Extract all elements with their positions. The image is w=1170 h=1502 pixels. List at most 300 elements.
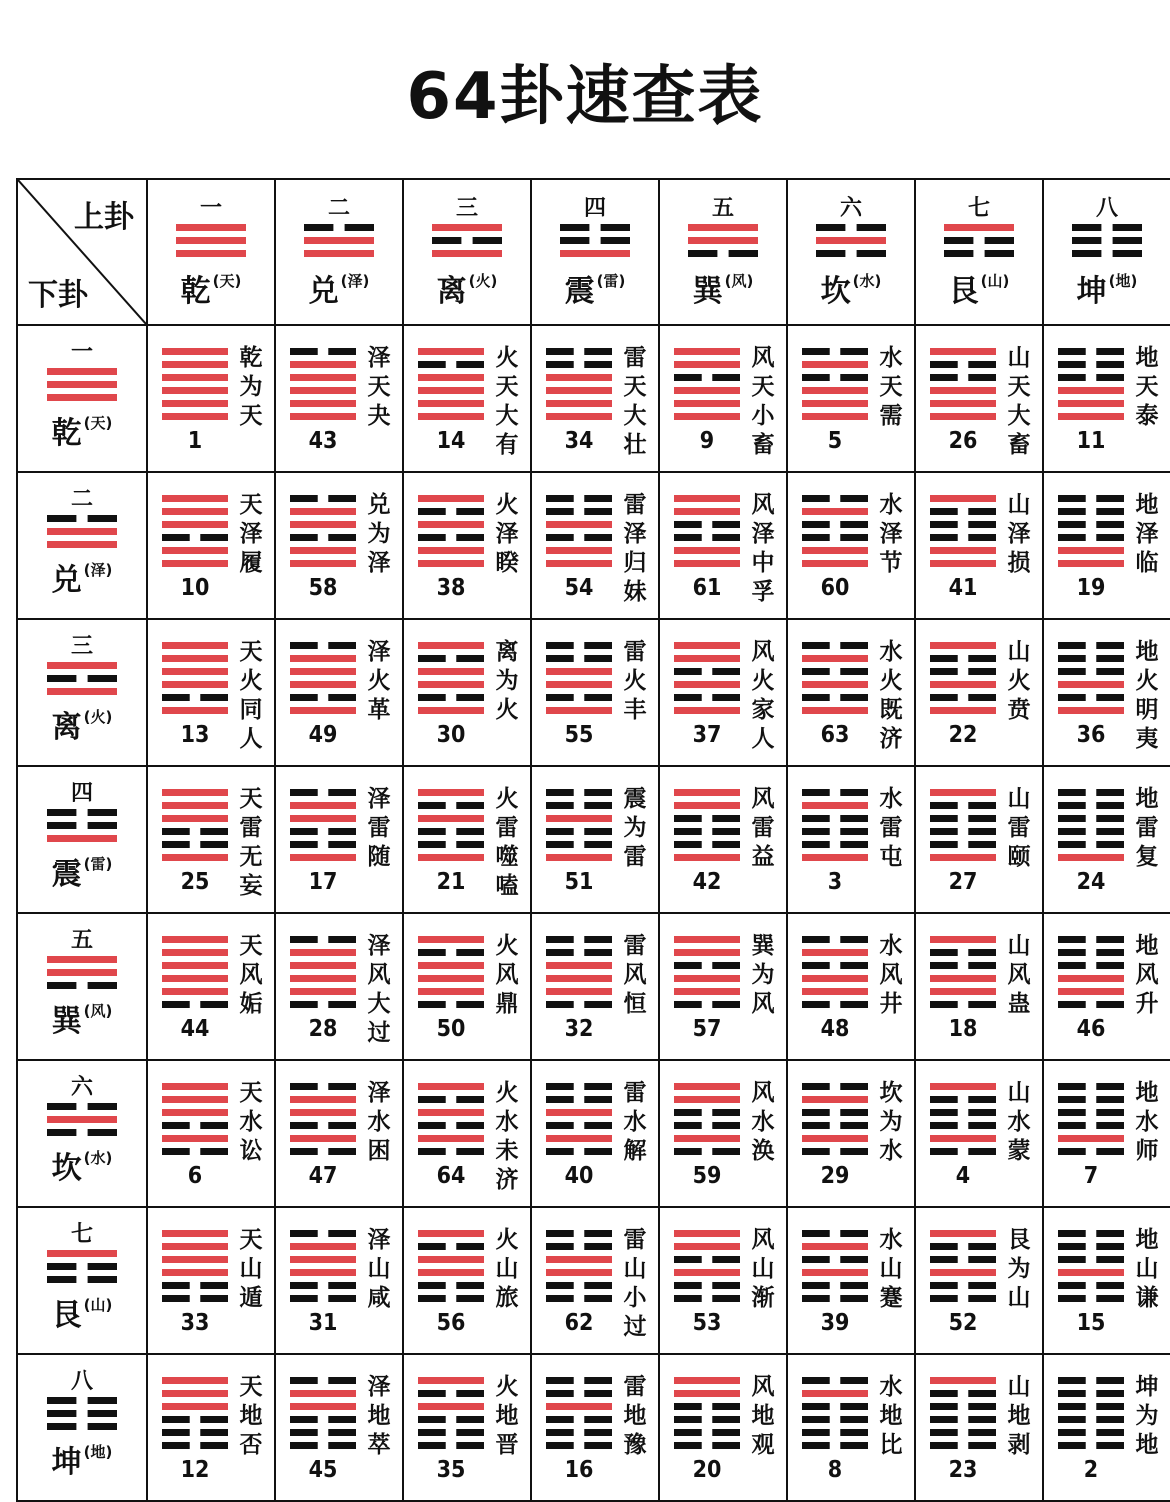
yin-line — [674, 815, 702, 822]
hexagram-symbol — [546, 936, 612, 1012]
hexagram-name: 地雷复 — [1135, 786, 1159, 870]
yin-line — [584, 1230, 612, 1237]
yang-line — [418, 854, 484, 861]
yin-line — [1058, 1256, 1086, 1263]
hexagram-symbol — [1058, 936, 1124, 1012]
hexagram-cell — [275, 766, 403, 913]
yang-line — [162, 1243, 228, 1250]
yin-line — [968, 1109, 996, 1116]
yin-line — [1096, 348, 1124, 355]
hexagram-name: 火地晋 — [495, 1374, 519, 1458]
hexagram-number: 13 — [180, 722, 210, 748]
hexagram-name: 泽雷随 — [367, 786, 391, 870]
hexagram-name: 泽山咸 — [367, 1227, 391, 1311]
upper-trigram-header — [659, 179, 787, 325]
hexagram-name: 风火家人 — [751, 639, 775, 752]
yin-line — [88, 1129, 117, 1136]
yang-line — [418, 707, 484, 714]
yang-line — [304, 237, 374, 244]
yin-line — [345, 224, 374, 231]
yin-line — [88, 515, 117, 522]
yin-line — [840, 1083, 868, 1090]
yin-line — [1058, 1429, 1086, 1436]
hexagram-name: 火天大有 — [495, 345, 519, 458]
hexagram-cell — [1043, 1354, 1170, 1501]
yang-line — [1058, 560, 1124, 567]
yin-line — [712, 1256, 740, 1263]
yin-line — [674, 1403, 702, 1410]
yang-line — [47, 969, 117, 976]
yang-line — [674, 400, 740, 407]
yin-line — [968, 655, 996, 662]
yin-line — [712, 1403, 740, 1410]
yin-line — [1058, 1390, 1086, 1397]
trigram-number: 六 — [839, 196, 862, 221]
yang-line — [802, 387, 868, 394]
yang-line — [290, 374, 356, 381]
yang-line — [290, 1243, 356, 1250]
yin-line — [674, 668, 702, 675]
yin-line — [456, 1148, 484, 1155]
yin-line — [418, 1096, 446, 1103]
yang-line — [674, 949, 740, 956]
yin-line — [88, 822, 117, 829]
yang-line — [546, 560, 612, 567]
hexagram-cell — [659, 1207, 787, 1354]
hexagram-symbol — [546, 348, 612, 424]
yang-line — [290, 1403, 356, 1410]
hexagram-symbol — [802, 789, 868, 865]
yin-line — [47, 982, 76, 989]
hexagram-cell — [275, 913, 403, 1060]
yin-line — [1058, 802, 1086, 809]
yang-line — [290, 949, 356, 956]
yin-line — [840, 1230, 868, 1237]
hexagram-name: 泽火革 — [367, 639, 391, 723]
trigram-name-text: 坎 — [51, 1151, 82, 1186]
yin-line — [1096, 841, 1124, 848]
yin-line — [1096, 1442, 1124, 1449]
yang-line — [930, 413, 996, 420]
trigram-nature: (水) — [852, 272, 882, 290]
hexagram-symbol — [290, 348, 356, 424]
hexagram-symbol — [674, 1230, 740, 1306]
yin-line — [418, 1148, 446, 1155]
yin-line — [802, 1403, 830, 1410]
hexagram-symbol — [930, 936, 996, 1012]
yang-line — [674, 802, 740, 809]
yin-line — [456, 694, 484, 701]
yin-line — [802, 815, 830, 822]
hexagram-symbol — [290, 936, 356, 1012]
hexagram-cell — [531, 472, 659, 619]
table-row — [17, 766, 1170, 913]
yin-line — [802, 1083, 830, 1090]
yang-line — [546, 854, 612, 861]
trigram-number: 三 — [70, 634, 93, 659]
yin-line — [1058, 828, 1086, 835]
hexagram-cell — [275, 1060, 403, 1207]
upper-trigram-label: 上卦 — [74, 200, 134, 235]
trigram-name — [1044, 266, 1170, 310]
yang-line — [418, 400, 484, 407]
hexagram-cell — [1043, 913, 1170, 1060]
yang-line — [162, 1230, 228, 1237]
yin-line — [456, 534, 484, 541]
trigram-name — [18, 408, 146, 452]
yin-line — [802, 841, 830, 848]
yin-line — [601, 237, 630, 244]
hexagram-name: 水火既济 — [879, 639, 903, 752]
hexagram-name: 山火贲 — [1007, 639, 1031, 723]
trigram-number: 二 — [327, 196, 350, 221]
yin-line — [290, 1148, 318, 1155]
yin-line — [546, 841, 574, 848]
yang-line — [802, 361, 868, 368]
yang-line — [418, 374, 484, 381]
trigram-symbol — [47, 1103, 117, 1139]
yang-line — [418, 1135, 484, 1142]
hexagram-number: 23 — [948, 1457, 978, 1483]
yin-line — [432, 237, 461, 244]
hexagram-cell — [1043, 325, 1170, 472]
yang-line — [674, 508, 740, 515]
yin-line — [47, 1276, 76, 1283]
yang-line — [546, 988, 612, 995]
yin-line — [418, 361, 446, 368]
yin-line — [840, 1403, 868, 1410]
hexagram-number: 62 — [564, 1310, 594, 1336]
yin-line — [802, 694, 830, 701]
hexagram-number: 9 — [699, 428, 715, 454]
yang-line — [546, 1269, 612, 1276]
yang-line — [47, 528, 117, 535]
hexagram-number: 53 — [692, 1310, 722, 1336]
yin-line — [674, 1122, 702, 1129]
yin-line — [1096, 361, 1124, 368]
yang-line — [176, 250, 246, 257]
yin-line — [930, 802, 958, 809]
yin-line — [328, 1122, 356, 1129]
yin-line — [304, 224, 333, 231]
upper-trigram-header — [531, 179, 659, 325]
hexagram-symbol — [1058, 1377, 1124, 1453]
yin-line — [674, 841, 702, 848]
hexagram-name: 风山渐 — [751, 1227, 775, 1311]
yin-line — [418, 1390, 446, 1397]
yin-line — [1058, 694, 1086, 701]
yin-line — [290, 642, 318, 649]
yang-line — [674, 1083, 740, 1090]
yin-line — [290, 1282, 318, 1289]
yin-line — [584, 361, 612, 368]
yang-line — [432, 250, 502, 257]
yin-line — [546, 936, 574, 943]
yin-line — [840, 962, 868, 969]
hexagram-cell — [915, 619, 1043, 766]
yang-line — [162, 681, 228, 688]
hexagram-number: 35 — [436, 1457, 466, 1483]
trigram-nature: (地) — [83, 1443, 113, 1461]
yin-line — [546, 1122, 574, 1129]
hexagram-name: 风泽中孚 — [751, 492, 775, 605]
yin-line — [1096, 1403, 1124, 1410]
trigram-name-text: 离 — [436, 274, 467, 309]
hexagram-name: 震为雷 — [623, 786, 647, 870]
hexagram-symbol — [418, 495, 484, 571]
yin-line — [162, 841, 190, 848]
yang-line — [290, 975, 356, 982]
yin-line — [944, 250, 973, 257]
hexagram-symbol — [546, 1230, 612, 1306]
hexagram-number: 6 — [187, 1163, 203, 1189]
yin-line — [712, 1001, 740, 1008]
yin-line — [584, 534, 612, 541]
yin-line — [456, 1416, 484, 1423]
yin-line — [674, 1416, 702, 1423]
yin-line — [930, 1256, 958, 1263]
yin-line — [290, 789, 318, 796]
yin-line — [328, 841, 356, 848]
yin-line — [47, 1103, 76, 1110]
hexagram-number: 17 — [308, 869, 338, 895]
hexagram-symbol — [930, 1377, 996, 1453]
hexagram-symbol — [162, 1230, 228, 1306]
yang-line — [162, 642, 228, 649]
trigram-nature: (泽) — [83, 561, 113, 579]
yang-line — [162, 1256, 228, 1263]
hexagram-cell — [659, 472, 787, 619]
yang-line — [290, 988, 356, 995]
yang-line — [930, 936, 996, 943]
trigram-name — [18, 849, 146, 893]
yin-line — [546, 1243, 574, 1250]
yang-line — [418, 495, 484, 502]
hexagram-name: 雷天大壮 — [623, 345, 647, 458]
yin-line — [930, 1429, 958, 1436]
yin-line — [1058, 936, 1086, 943]
lower-trigram-header — [17, 1207, 147, 1354]
yin-line — [968, 521, 996, 528]
hexagram-symbol — [290, 1230, 356, 1306]
hexagram-name: 泽地萃 — [367, 1374, 391, 1458]
yin-line — [712, 962, 740, 969]
yin-line — [840, 1122, 868, 1129]
yin-line — [584, 348, 612, 355]
trigram-symbol — [47, 809, 117, 845]
trigram-nature: (水) — [83, 1149, 113, 1167]
hexagram-name: 艮为山 — [1007, 1227, 1031, 1311]
trigram-symbol — [560, 224, 630, 260]
yin-line — [200, 828, 228, 835]
yin-line — [968, 828, 996, 835]
yin-line — [1096, 1416, 1124, 1423]
trigram-name-text: 震 — [564, 274, 595, 309]
yang-line — [674, 1243, 740, 1250]
hexagram-number: 57 — [692, 1016, 722, 1042]
yin-line — [674, 962, 702, 969]
hexagram-name: 泽风大过 — [367, 933, 391, 1046]
hexagram-name: 水地比 — [879, 1374, 903, 1458]
yin-line — [968, 1442, 996, 1449]
hexagram-cell — [659, 325, 787, 472]
hexagram-cell — [275, 472, 403, 619]
trigram-name-text: 兑 — [308, 274, 339, 309]
yin-line — [930, 361, 958, 368]
yin-line — [1058, 1295, 1086, 1302]
yang-line — [546, 387, 612, 394]
trigram-symbol — [1072, 224, 1142, 260]
yang-line — [290, 1096, 356, 1103]
yin-line — [840, 936, 868, 943]
yin-line — [802, 495, 830, 502]
lower-trigram-header — [17, 913, 147, 1060]
yin-line — [200, 1295, 228, 1302]
yang-line — [1058, 1269, 1124, 1276]
yang-line — [162, 413, 228, 420]
yang-line — [546, 400, 612, 407]
yang-line — [162, 707, 228, 714]
hexagram-symbol — [674, 642, 740, 718]
yang-line — [930, 1083, 996, 1090]
table-row — [17, 619, 1170, 766]
yin-line — [418, 694, 446, 701]
yang-line — [162, 1135, 228, 1142]
hexagram-symbol — [546, 1377, 612, 1453]
trigram-number: 一 — [70, 340, 93, 365]
hexagram-cell — [787, 1207, 915, 1354]
yin-line — [1096, 1109, 1124, 1116]
yin-line — [840, 828, 868, 835]
trigram-name-text: 艮 — [948, 274, 979, 309]
yang-line — [802, 802, 868, 809]
hexagram-name: 天雷无妄 — [239, 786, 263, 899]
trigram-nature: (天) — [212, 272, 242, 290]
trigram-name — [18, 1143, 146, 1187]
hexagram-number: 5 — [827, 428, 843, 454]
hexagram-number: 4 — [955, 1163, 971, 1189]
yin-line — [601, 224, 630, 231]
hexagram-name: 雷泽归妹 — [623, 492, 647, 605]
yang-line — [546, 1256, 612, 1263]
hexagram-number: 1 — [187, 428, 203, 454]
trigram-nature: (火) — [468, 272, 498, 290]
yang-line — [1058, 854, 1124, 861]
hexagram-number: 55 — [564, 722, 594, 748]
hexagram-cell — [659, 766, 787, 913]
yang-line — [432, 224, 502, 231]
yin-line — [418, 655, 446, 662]
yin-line — [290, 694, 318, 701]
yin-line — [1072, 237, 1101, 244]
hexagram-number: 61 — [692, 575, 722, 601]
trigram-symbol — [47, 368, 117, 404]
yin-line — [546, 694, 574, 701]
yin-line — [930, 521, 958, 528]
hexagram-cell — [531, 1354, 659, 1501]
trigram-name — [18, 1437, 146, 1481]
hexagram-number: 47 — [308, 1163, 338, 1189]
yin-line — [930, 962, 958, 969]
yin-line — [930, 374, 958, 381]
yang-line — [162, 400, 228, 407]
hexagram-name: 天山遁 — [239, 1227, 263, 1311]
yang-line — [290, 508, 356, 515]
hexagram-name: 地山谦 — [1135, 1227, 1159, 1311]
trigram-name — [148, 266, 274, 310]
yin-line — [162, 1148, 190, 1155]
trigram-number: 六 — [70, 1075, 93, 1100]
yin-line — [968, 1256, 996, 1263]
yin-line — [584, 1377, 612, 1384]
hexagram-cell — [147, 619, 275, 766]
yang-line — [47, 368, 117, 375]
hexagram-cell — [787, 325, 915, 472]
hexagram-name: 雷风恒 — [623, 933, 647, 1017]
yang-line — [162, 1269, 228, 1276]
yang-line — [162, 1109, 228, 1116]
yin-line — [840, 815, 868, 822]
yin-line — [584, 1295, 612, 1302]
yang-line — [930, 387, 996, 394]
yin-line — [328, 1148, 356, 1155]
yin-line — [1058, 668, 1086, 675]
yin-line — [712, 1295, 740, 1302]
hexagram-symbol — [290, 1377, 356, 1453]
hexagram-number: 43 — [308, 428, 338, 454]
hexagram-symbol — [802, 1377, 868, 1453]
yang-line — [47, 662, 117, 669]
yin-line — [674, 534, 702, 541]
trigram-name — [916, 266, 1042, 310]
hexagram-name: 雷火丰 — [623, 639, 647, 723]
yin-line — [674, 1148, 702, 1155]
hexagram-number: 58 — [308, 575, 338, 601]
yang-line — [418, 547, 484, 554]
yang-line — [290, 1135, 356, 1142]
yang-line — [546, 962, 612, 969]
yin-line — [290, 1083, 318, 1090]
yang-line — [47, 394, 117, 401]
yin-line — [840, 374, 868, 381]
yang-line — [546, 1109, 612, 1116]
yin-line — [584, 802, 612, 809]
yang-line — [418, 1403, 484, 1410]
yin-line — [968, 815, 996, 822]
yin-line — [584, 949, 612, 956]
upper-trigram-header — [787, 179, 915, 325]
trigram-name — [18, 702, 146, 746]
hexagram-number: 22 — [948, 722, 978, 748]
yang-line — [162, 1377, 228, 1384]
yang-line — [162, 508, 228, 515]
hexagram-symbol — [930, 789, 996, 865]
yin-line — [456, 1282, 484, 1289]
hexagram-name: 水泽节 — [879, 492, 903, 576]
hexagram-cell — [403, 325, 531, 472]
hexagram-name: 天火同人 — [239, 639, 263, 752]
yang-line — [418, 1109, 484, 1116]
hexagram-cell — [787, 766, 915, 913]
hexagram-symbol — [1058, 1230, 1124, 1306]
table-row — [17, 1060, 1170, 1207]
hexagram-number: 31 — [308, 1310, 338, 1336]
yin-line — [546, 1295, 574, 1302]
trigram-nature: (山) — [980, 272, 1010, 290]
yang-line — [930, 1230, 996, 1237]
yin-line — [290, 495, 318, 502]
yin-line — [1058, 1230, 1086, 1237]
